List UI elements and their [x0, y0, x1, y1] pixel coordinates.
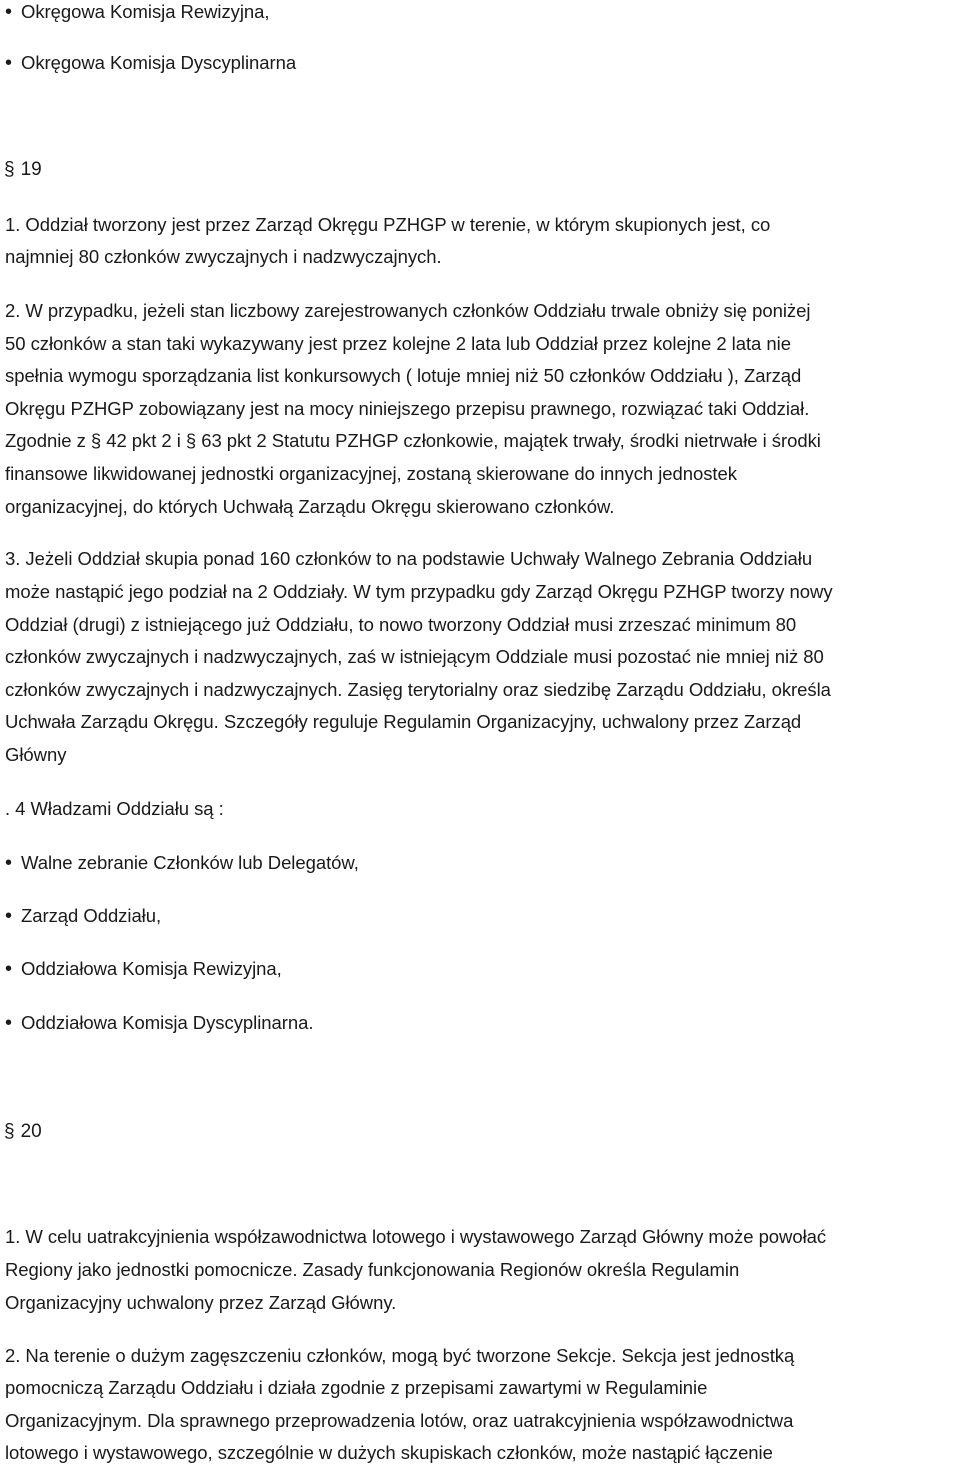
list-item	[5, 852, 359, 874]
section-number: 20	[20, 1121, 42, 1142]
section-sign: §	[4, 1121, 15, 1142]
bullet-text: Oddziałowa Komisja Dyscyplinarna.	[21, 1012, 314, 1033]
paragraph-line: 3. Jeżeli Oddział skupia ponad 160 członków to na podstawie Uchwały Walnego Zebrania Oddziału	[5, 548, 813, 569]
paragraph-line: najmniej 80 członków zwyczajnych i nadzwyczajnych.	[5, 246, 442, 267]
bullet-text: Okręgowa Komisja Dyscyplinarna	[21, 52, 297, 73]
paragraph-line: 50 członków a stan taki wykazywany jest przez kolejne 2 lata lub Oddział przez kolejne 2 lata nie	[5, 333, 791, 354]
paragraph-line: 2. W przypadku, jeżeli stan liczbowy zarejestrowanych członków Oddziału trwale obniży się poniżej	[5, 300, 811, 321]
paragraph-line: organizacyjnej, do których Uchwałą Zarządu Okręgu skierowano członków.	[5, 496, 615, 517]
paragraph-line: spełnia wymogu sporządzania list konkursowych ( lotuje mniej niż 50 członków Oddziału ), Zarząd	[5, 365, 802, 386]
paragraph-line: Okręgu PZHGP zobowiązany jest na mocy niniejszego przepisu prawnego, rozwiązać taki Oddział.	[5, 398, 810, 419]
bullet-text: Okręgowa Komisja Rewizyjna,	[21, 1, 270, 22]
section-heading-20	[4, 1121, 42, 1143]
paragraph-line: 2. Na terenie o dużym zagęszczeniu członków, mogą być tworzone Sekcje. Sekcja jest jednostką	[5, 1345, 795, 1366]
paragraph-line: Oddział (drugi) z istniejącego już Oddziału, to nowo tworzony Oddział musi zrzeszać minimum 80	[5, 614, 797, 635]
paragraph-line: członków zwyczajnych i nadzwyczajnych. Zasięg terytorialny oraz siedzibę Zarządu Oddziału, określa	[5, 679, 831, 700]
paragraph-line: Organizacyjny uchwalony przez Zarząd Główny.	[5, 1292, 397, 1313]
section-heading-19	[4, 159, 42, 181]
paragraph-heading: . 4 Władzami Oddziału są :	[5, 798, 224, 819]
section-sign: §	[4, 159, 15, 180]
list-item	[5, 1, 270, 23]
paragraph-line: Organizacyjnym. Dla sprawnego przeprowadzenia lotów, oraz uatrakcyjnienia współzawodnictwa	[5, 1410, 794, 1431]
paragraph-line: finansowe likwidowanej jednostki organizacyjnej, zostaną skierowane do innych jednostek	[5, 463, 737, 484]
section-number: 19	[20, 159, 42, 180]
list-item	[5, 905, 161, 927]
paragraph-line: 1. Oddział tworzony jest przez Zarząd Okręgu PZHGP w terenie, w którym skupionych jest, co	[5, 214, 771, 235]
list-item	[5, 958, 282, 980]
paragraph-line: Główny	[5, 744, 67, 765]
paragraph-line: Uchwała Zarządu Okręgu. Szczegóły reguluje Regulamin Organizacyjny, uchwalony przez Zarząd	[5, 711, 802, 732]
paragraph-line: 1. W celu uatrakcyjnienia współzawodnictwa lotowego i wystawowego Zarząd Główny może powołać	[5, 1226, 827, 1247]
paragraph-line: Regiony jako jednostki pomocnicze. Zasady funkcjonowania Regionów określa Regulamin	[5, 1259, 740, 1280]
list-item	[5, 1012, 313, 1034]
list-item	[5, 52, 296, 74]
bullet-text: Zarząd Oddziału,	[21, 905, 162, 926]
bullet-text: Oddziałowa Komisja Rewizyjna,	[21, 958, 282, 979]
paragraph-line: może nastąpić jego podział na 2 Oddziały. W tym przypadku gdy Zarząd Okręgu PZHGP tworzy nowy	[5, 581, 833, 602]
paragraph-line: członków zwyczajnych i nadzwyczajnych, zaś w istniejącym Oddziale musi pozostać nie mniej niż 80	[5, 646, 824, 667]
paragraph-line: Zgodnie z § 42 pkt 2 i § 63 pkt 2 Statutu PZHGP członkowie, majątek trwały, środki nietrwałe i środki	[5, 430, 821, 451]
paragraph-line: lotowego i wystawowego, szczególnie w dużych skupiskach członków, może nastąpić łączenie	[5, 1442, 773, 1463]
bullet-text: Walne zebranie Członków lub Delegatów,	[21, 852, 359, 873]
paragraph-line: pomocniczą Zarządu Oddziału i działa zgodnie z przepisami zawartymi w Regulaminie	[5, 1377, 708, 1398]
